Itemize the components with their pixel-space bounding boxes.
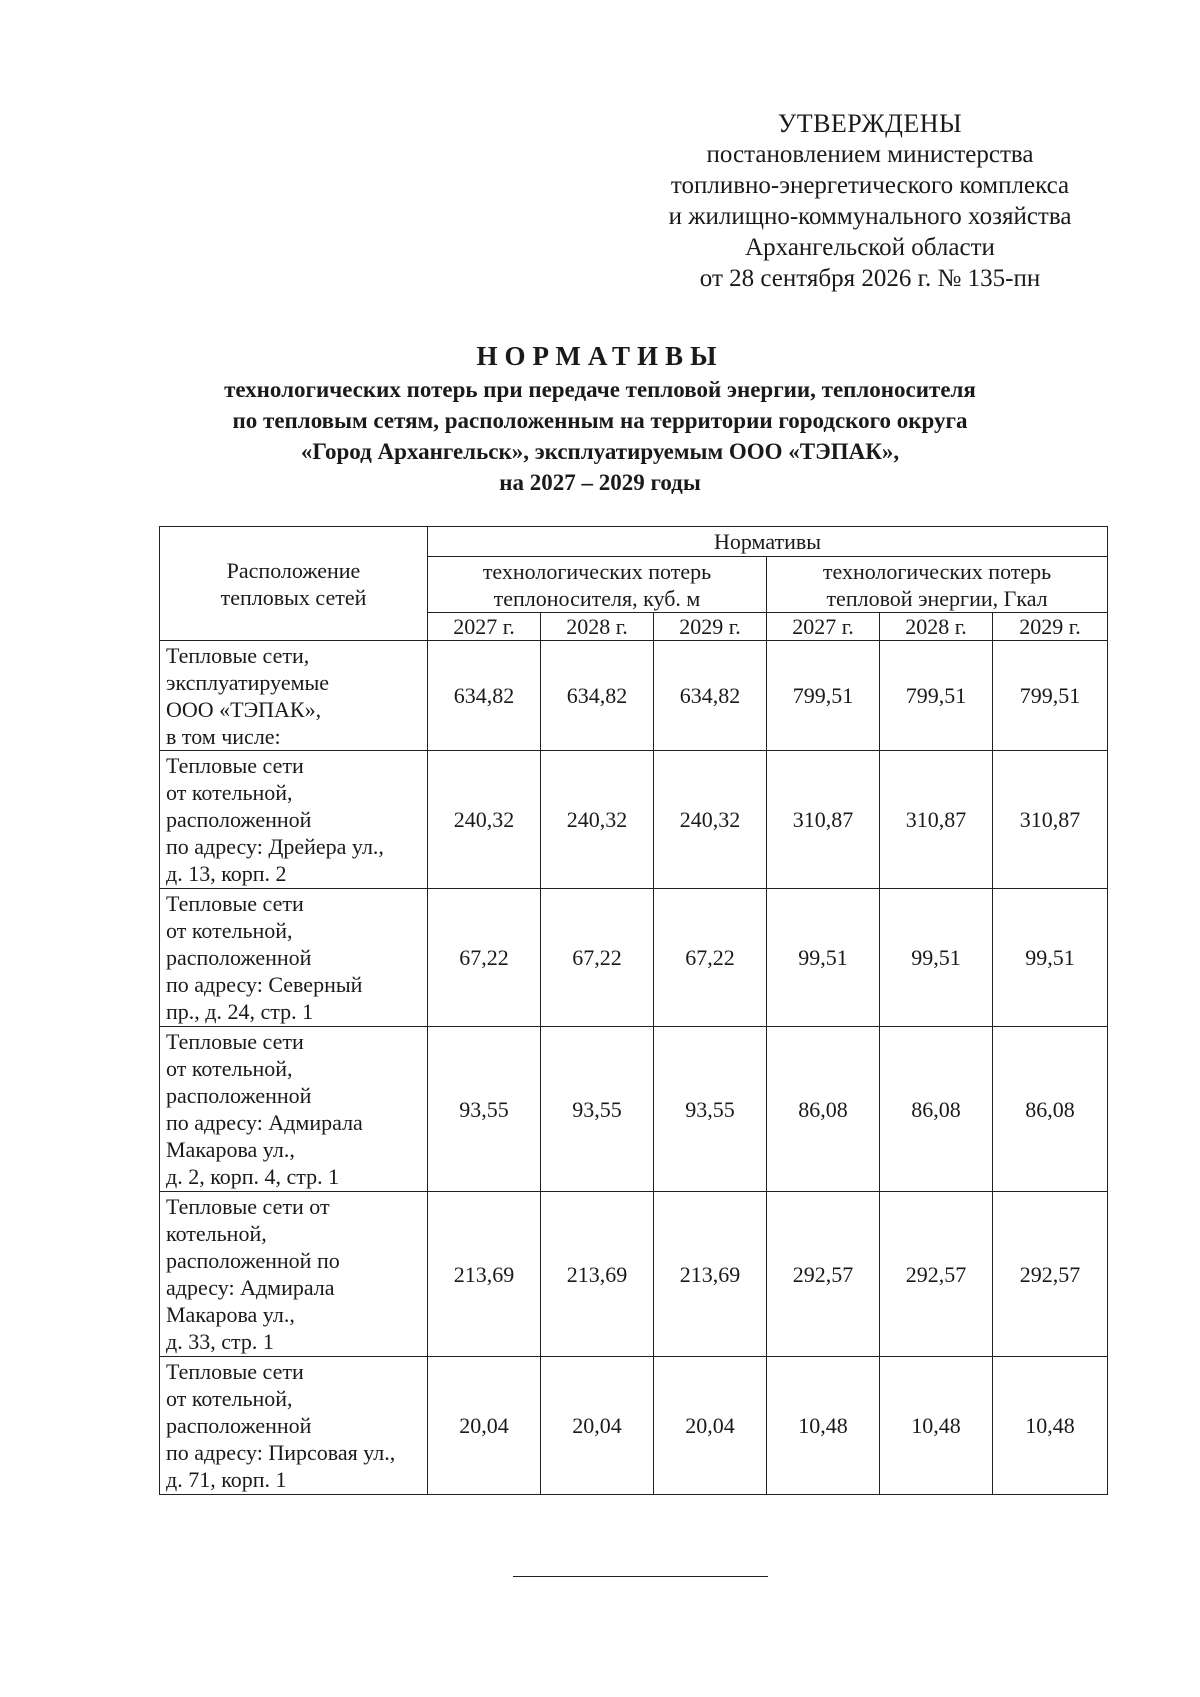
location-cell — [160, 641, 428, 751]
value-cell: 240,32 — [428, 751, 541, 889]
location-cell — [160, 889, 428, 1027]
location-header — [160, 527, 428, 641]
location-line: в том числе: — [166, 723, 281, 749]
year-header: 2027 г. — [767, 613, 880, 641]
table-row — [160, 1357, 1108, 1495]
location-line: д. 2, корп. 4, стр. 1 — [166, 1164, 340, 1189]
value-cell: 10,48 — [767, 1357, 880, 1495]
location-line: котельной, — [166, 1221, 267, 1246]
group-header-line: технологических потерь — [482, 558, 712, 584]
value-cell: 799,51 — [880, 641, 993, 751]
table-row — [160, 1027, 1108, 1192]
value-cell: 99,51 — [767, 889, 880, 1027]
location-line: от котельной, — [166, 780, 293, 805]
location-line: ООО «ТЭПАК», — [166, 696, 322, 722]
location-line: Макарова ул., — [166, 1137, 295, 1162]
value-cell: 240,32 — [541, 751, 654, 889]
location-line: Тепловые сети — [166, 891, 304, 916]
approval-line: Архангельской области — [745, 234, 995, 261]
approval-line: топливно-энергетического комплекса — [670, 172, 1070, 199]
value-cell: 20,04 — [541, 1357, 654, 1495]
location-cell — [160, 1357, 428, 1495]
norms-table — [159, 526, 1108, 1495]
value-cell: 20,04 — [428, 1357, 541, 1495]
value-cell: 10,48 — [880, 1357, 993, 1495]
approval-line: постановлением министерства — [706, 141, 1034, 168]
value-cell: 213,69 — [654, 1192, 767, 1357]
title-subtitle-line: «Город Архангельск», эксплуатируемым ООО «ТЭПАК», — [300, 439, 900, 464]
location-line: от котельной, — [166, 1386, 293, 1411]
location-line: пр., д. 24, стр. 1 — [166, 999, 314, 1024]
location-line: по адресу: Адмирала — [166, 1110, 363, 1135]
location-line: д. 71, корп. 1 — [166, 1467, 287, 1492]
location-line: расположенной — [166, 807, 312, 832]
value-cell: 213,69 — [428, 1192, 541, 1357]
approval-heading: УТВЕРЖДЕНЫ — [777, 109, 963, 138]
value-cell: 213,69 — [541, 1192, 654, 1357]
coolant-losses-header — [428, 557, 767, 613]
location-header-line: тепловых сетей — [220, 584, 367, 610]
value-cell: 99,51 — [880, 889, 993, 1027]
document-title — [140, 338, 1060, 498]
location-cell — [160, 751, 428, 889]
approval-line: и жилищно-коммунального хозяйства — [668, 203, 1072, 230]
value-cell: 240,32 — [654, 751, 767, 889]
value-cell: 86,08 — [880, 1027, 993, 1192]
location-line: д. 13, корп. 2 — [166, 861, 287, 886]
title-subtitle-line: технологических потерь при передаче тепловой энергии, теплоносителя — [224, 377, 976, 402]
value-cell: 86,08 — [767, 1027, 880, 1192]
location-line: по адресу: Дрейера ул., — [166, 834, 384, 859]
value-cell: 93,55 — [654, 1027, 767, 1192]
value-cell: 310,87 — [767, 751, 880, 889]
location-line: расположенной — [166, 1413, 312, 1438]
value-cell: 292,57 — [993, 1192, 1108, 1357]
location-line: Тепловые сети от — [166, 1194, 330, 1219]
value-cell: 10,48 — [993, 1357, 1108, 1495]
value-cell: 634,82 — [428, 641, 541, 751]
group-header-line: технологических потерь — [822, 558, 1052, 584]
year-header: 2027 г. — [428, 613, 541, 641]
location-line: д. 33, стр. 1 — [166, 1329, 274, 1354]
location-line: по адресу: Северный — [166, 972, 363, 997]
heat-energy-losses-header — [767, 557, 1108, 613]
table-row — [160, 641, 1108, 751]
location-header-line: Расположение — [226, 557, 361, 583]
location-line: Тепловые сети — [166, 1359, 304, 1384]
location-line: эксплуатируемые — [166, 669, 330, 695]
location-cell — [160, 1027, 428, 1192]
location-line: по адресу: Пирсовая ул., — [166, 1440, 396, 1465]
group-header-line: теплоносителя, куб. м — [493, 585, 701, 611]
location-line: Макарова ул., — [166, 1302, 295, 1327]
value-cell: 634,82 — [654, 641, 767, 751]
location-line: расположенной — [166, 945, 312, 970]
location-line: Тепловые сети, — [166, 642, 310, 668]
year-header: 2029 г. — [993, 613, 1108, 641]
value-cell: 20,04 — [654, 1357, 767, 1495]
year-header: 2028 г. — [541, 613, 654, 641]
location-line: от котельной, — [166, 1056, 293, 1081]
title-subtitle-line: по тепловым сетям, расположенным на территории городского округа — [232, 408, 968, 433]
value-cell: 86,08 — [993, 1027, 1108, 1192]
value-cell: 67,22 — [654, 889, 767, 1027]
value-cell: 634,82 — [541, 641, 654, 751]
value-cell: 93,55 — [428, 1027, 541, 1192]
table-row — [160, 751, 1108, 889]
location-line: расположенной — [166, 1083, 312, 1108]
value-cell: 67,22 — [541, 889, 654, 1027]
year-header: 2028 г. — [880, 613, 993, 641]
title-subtitle-line: на 2027 – 2029 годы — [499, 470, 701, 495]
value-cell: 93,55 — [541, 1027, 654, 1192]
table-row — [160, 889, 1108, 1027]
norms-header: Нормативы — [428, 527, 1108, 557]
table-row — [160, 1192, 1108, 1357]
location-line: адресу: Адмирала — [166, 1275, 335, 1300]
location-cell — [160, 1192, 428, 1357]
year-header: 2029 г. — [654, 613, 767, 641]
value-cell: 310,87 — [880, 751, 993, 889]
location-line: от котельной, — [166, 918, 293, 943]
title-heading: НОРМАТИВЫ — [476, 341, 724, 371]
value-cell: 310,87 — [993, 751, 1108, 889]
approval-date-line: от 28 сентября 2026 г. № 135-пн — [699, 265, 1041, 292]
value-cell: 292,57 — [767, 1192, 880, 1357]
approval-block — [620, 108, 1120, 294]
location-line: Тепловые сети — [166, 1029, 304, 1054]
location-line: Тепловые сети — [166, 753, 304, 778]
value-cell: 99,51 — [993, 889, 1108, 1027]
value-cell: 799,51 — [993, 641, 1108, 751]
value-cell: 292,57 — [880, 1192, 993, 1357]
end-divider — [513, 1576, 768, 1577]
location-line: расположенной по — [166, 1248, 340, 1273]
value-cell: 67,22 — [428, 889, 541, 1027]
value-cell: 799,51 — [767, 641, 880, 751]
group-header-line: тепловой энергии, Гкал — [826, 585, 1048, 611]
